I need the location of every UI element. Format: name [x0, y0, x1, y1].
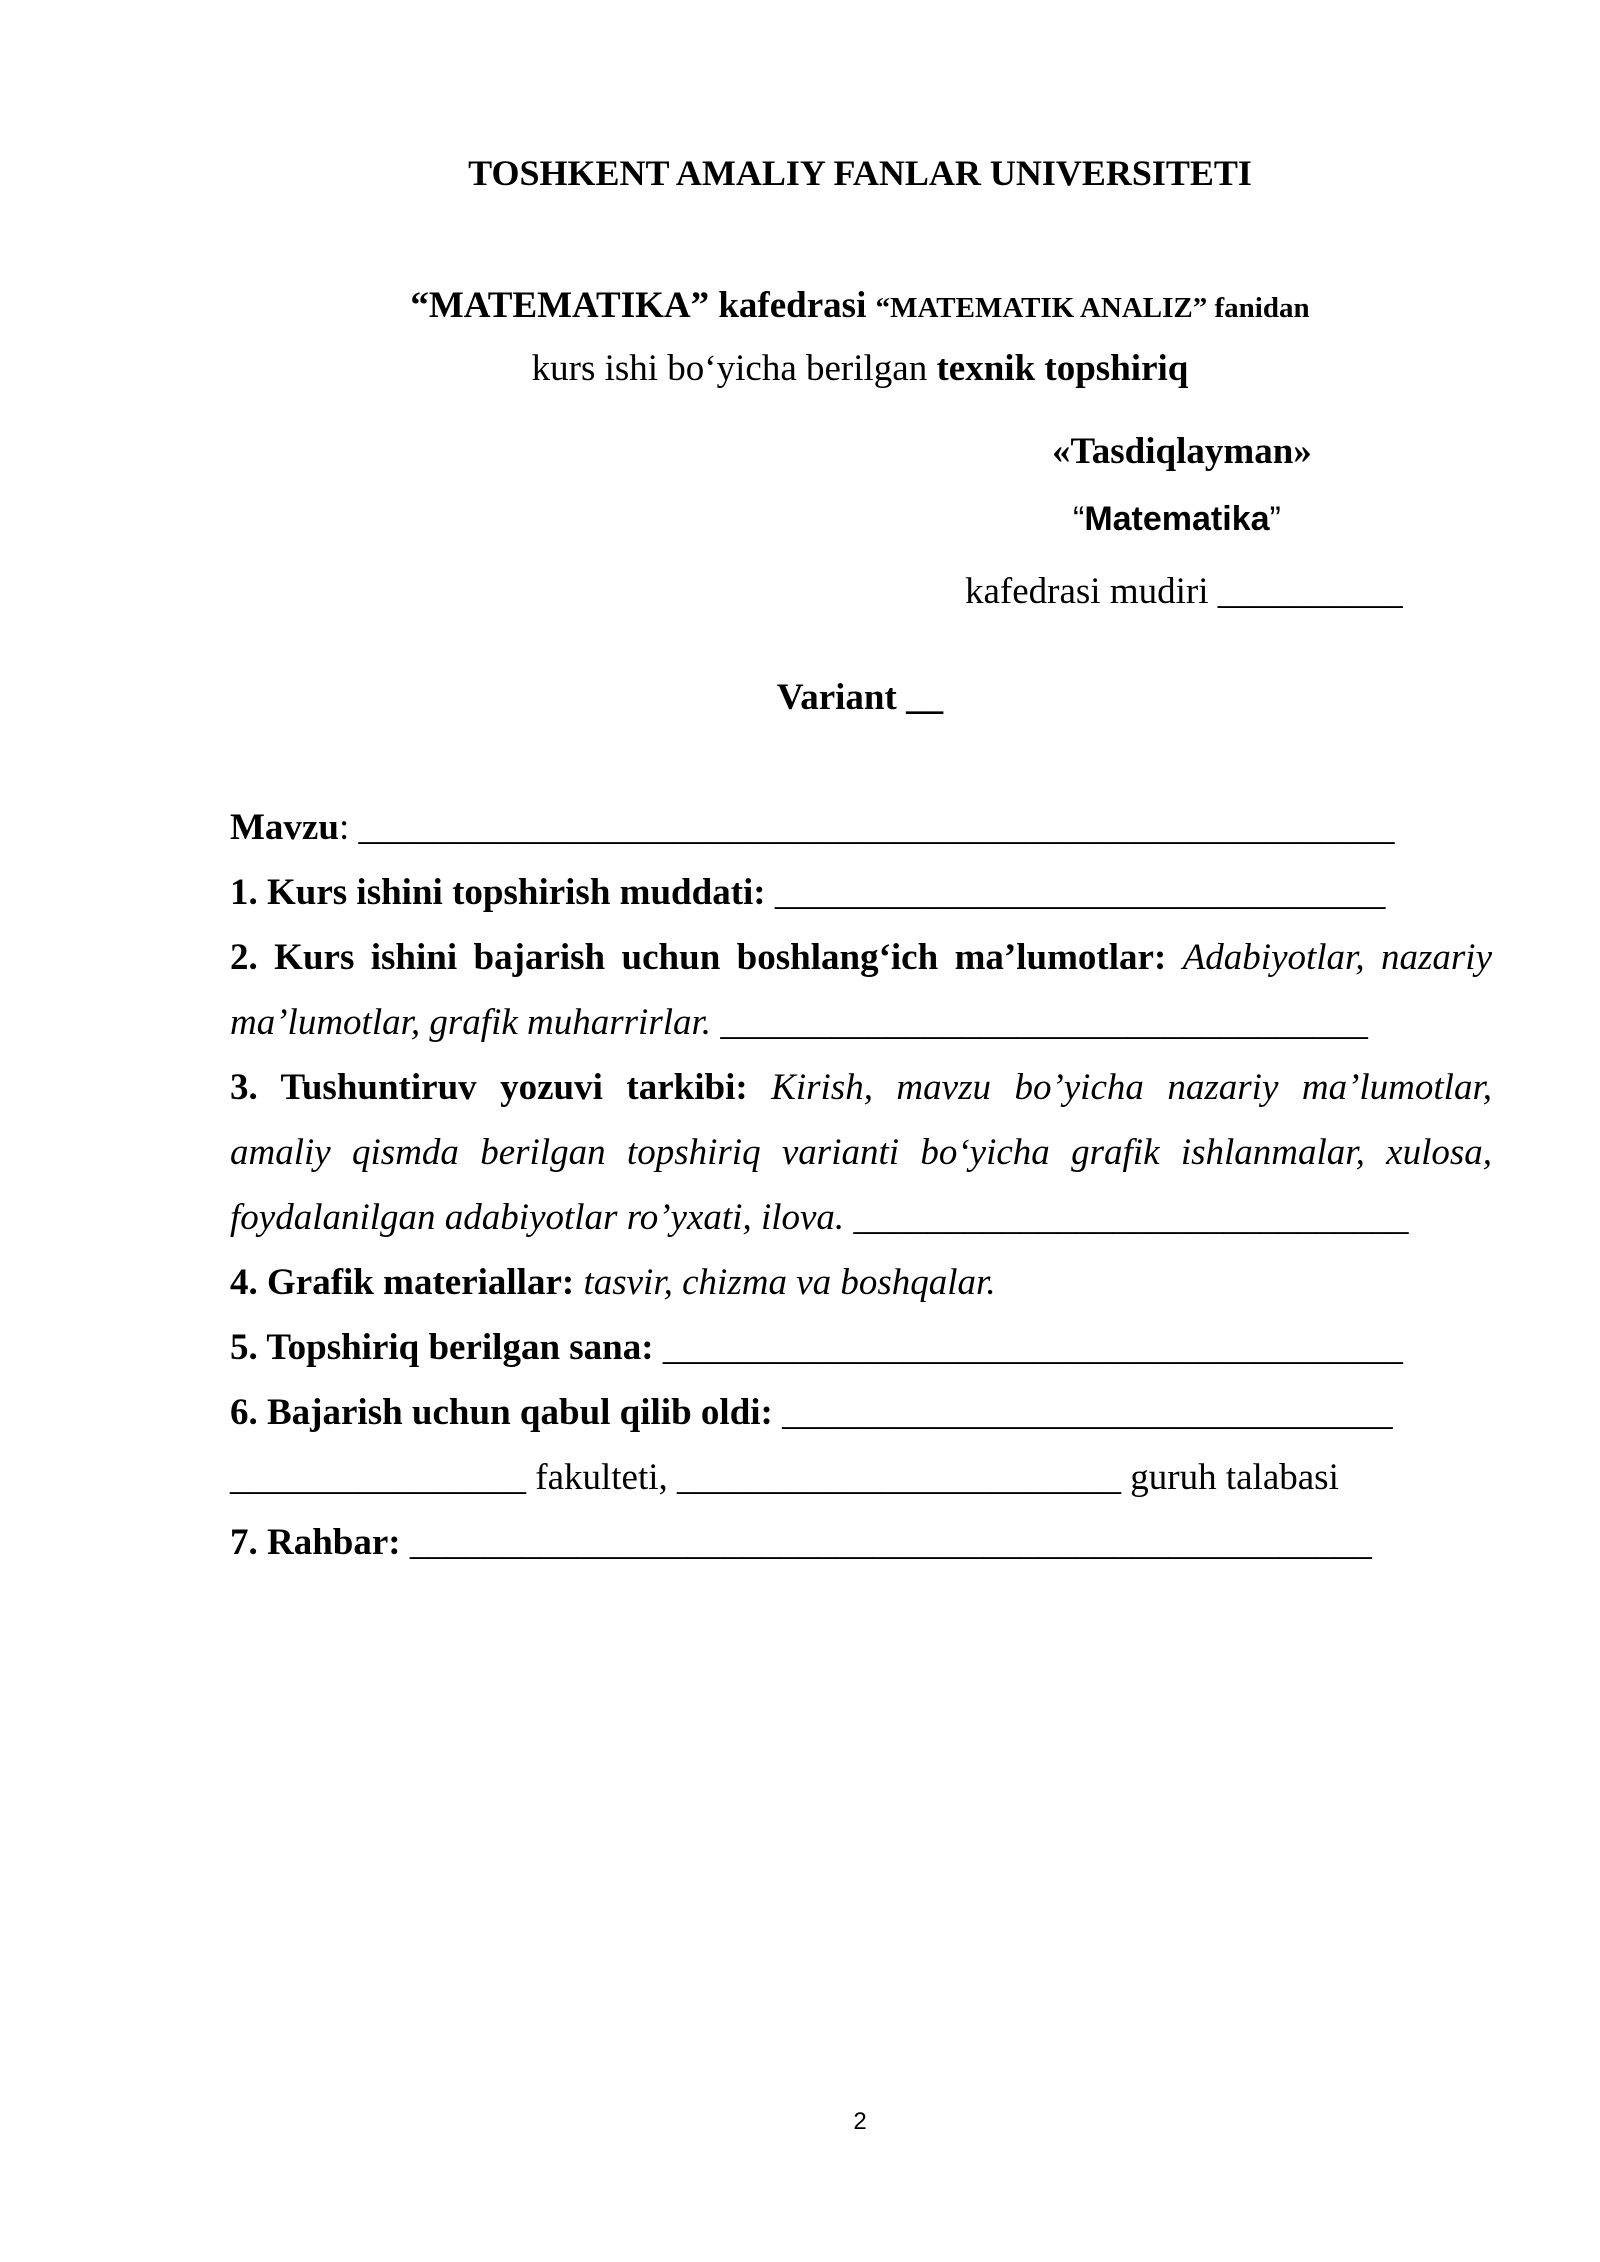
- item-1-label: 1. Kurs ishini topshirish muddati:: [230, 872, 766, 913]
- task-prefix: kurs ishi bo‘yicha berilgan: [531, 348, 928, 389]
- department-line: [0, 284, 1600, 327]
- item-7-label: 7. Rahbar:: [230, 1522, 401, 1563]
- approve-quote-close: ”: [1269, 500, 1281, 538]
- variant-line: Variant __: [776, 677, 944, 718]
- approve-department: [1073, 500, 1281, 539]
- item-5: [230, 1315, 1492, 1380]
- item-2-line-2: [230, 990, 1492, 1055]
- item-1-blank: _________________________________: [765, 872, 1386, 913]
- item-6-label: 6. Bajarish uchun qabul qilib oldi:: [230, 1392, 773, 1433]
- item-3-text-a: Kirish, mavzu bo’yicha nazariy ma’lumotlar,: [771, 1067, 1492, 1108]
- task-title: texnik topshiriq: [936, 348, 1189, 389]
- item-1: [230, 860, 1492, 925]
- page-number: 2: [853, 2108, 867, 2135]
- item-3-line-3: [230, 1185, 1492, 1250]
- topic-blank: : ________________________________________________________: [338, 807, 1395, 848]
- item-2-line-1: [230, 925, 1492, 990]
- approve-head-signature: kafedrasi mudiri __________: [965, 571, 1403, 612]
- item-2-blank: ___________________________________: [711, 1002, 1368, 1043]
- item-2-label: 2. Kurs ishini bajarish uchun boshlang‘ich ma’lumotlar:: [230, 937, 1167, 978]
- approve-word: «Tasdiqlayman»: [1052, 431, 1312, 472]
- item-4-label: 4. Grafik materiallar:: [230, 1262, 575, 1303]
- item-7-blank: ____________________________________________________: [400, 1522, 1372, 1563]
- approve-quote-open: “: [1073, 500, 1085, 538]
- assignment-items: [230, 795, 1492, 1575]
- item-3-line-2: amaliy qismda berilgan topshiriq varianti bo‘yicha grafik ishlanmalar, xulosa,: [230, 1132, 1492, 1173]
- item-6-blank: _________________________________: [772, 1392, 1393, 1433]
- item-7: [230, 1510, 1492, 1575]
- department-name: “MATEMATIKA” kafedrasi: [410, 285, 867, 326]
- university-title: TOSHKENT AMALIY FANLAR UNIVERSITETI: [468, 153, 1252, 193]
- item-4: [230, 1250, 1492, 1315]
- task-line: [0, 347, 1600, 390]
- item-3-text-c: foydalanilgan adabiyotlar ro’yxati, ilova.: [230, 1197, 845, 1238]
- approve-department-word: Matematika: [1084, 500, 1270, 538]
- item-5-label: 5. Topshiriq berilgan sana:: [230, 1327, 654, 1368]
- item-3-line-1: [230, 1055, 1492, 1120]
- item-2-text-b: ma’lumotlar, grafik muharrirlar.: [230, 1002, 712, 1043]
- item-3-blank: ______________________________: [844, 1197, 1409, 1238]
- item-6-line-2: ________________ fakulteti, ________________________ guruh talabasi: [230, 1457, 1339, 1498]
- topic-label: Mavzu: [230, 807, 339, 848]
- item-5-blank: ________________________________________: [653, 1327, 1403, 1368]
- item-2-text-a: Adabiyotlar, nazariy: [1182, 937, 1493, 978]
- item-6: [230, 1380, 1492, 1445]
- subject-name: “MATEMATIK ANALIZ” fanidan: [875, 292, 1310, 324]
- item-3-label: 3. Tushuntiruv yozuvi tarkibi:: [230, 1067, 748, 1108]
- item-4-text: tasvir, chizma va boshqalar.: [583, 1262, 996, 1303]
- topic-line: [230, 795, 1492, 860]
